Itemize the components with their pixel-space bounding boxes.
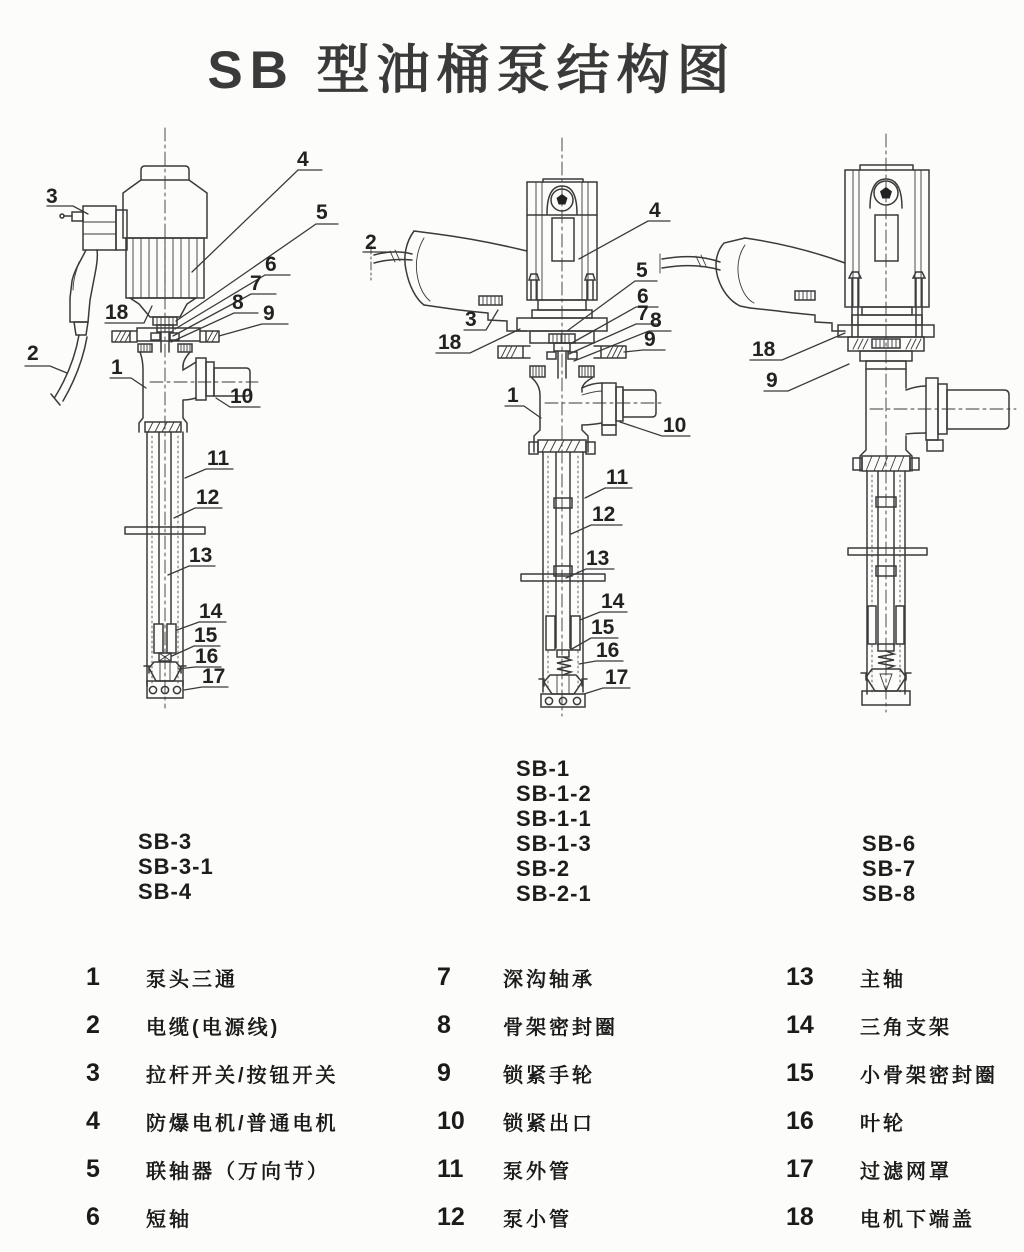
model-label: SB-1-1: [516, 806, 592, 831]
legend-label: 联轴器（万向节）: [146, 1161, 330, 1183]
legend-label: 主轴: [860, 969, 906, 991]
model-label: SB-8: [862, 881, 917, 906]
callout-left-5: 5: [316, 201, 328, 224]
legend-item: [437, 1203, 618, 1251]
model-label: SB-7: [862, 856, 917, 881]
callout-left-7: 7: [250, 272, 262, 295]
model-label: SB-2: [516, 856, 571, 881]
callout-middle-3: 3: [465, 308, 477, 331]
legend-item: [86, 1107, 339, 1155]
callout-middle-13: 13: [586, 547, 610, 570]
callout-middle-15: 15: [591, 616, 615, 639]
legend-label: 锁紧出口: [503, 1113, 595, 1135]
callout-middle-12: 12: [592, 503, 616, 526]
legend-item: [437, 1059, 618, 1107]
callout-left-9: 9: [263, 302, 275, 325]
legend-column-1: [86, 963, 339, 1251]
model-label: SB-1-3: [516, 831, 592, 856]
legend-item: [786, 1107, 998, 1155]
legend-number: 14: [786, 1011, 814, 1039]
legend-number: 1: [86, 963, 100, 991]
callout-middle-8: 8: [650, 309, 662, 332]
model-label: SB-3-1: [138, 854, 214, 879]
model-label: SB-3: [138, 829, 193, 854]
callout-left-12: 12: [196, 486, 220, 509]
legend-number: 15: [786, 1059, 814, 1087]
legend-label: 锁紧手轮: [503, 1065, 595, 1087]
legend-number: 8: [437, 1011, 451, 1039]
legend-label: 防爆电机/普通电机: [146, 1113, 339, 1135]
legend-number: 6: [86, 1203, 100, 1231]
legend-number: 3: [86, 1059, 100, 1087]
legend-item: [786, 1059, 998, 1107]
callout-middle-16: 16: [596, 639, 620, 662]
legend-label: 叶轮: [860, 1113, 906, 1135]
legend-label: 电机下端盖: [860, 1209, 975, 1231]
callout-left-17: 17: [202, 665, 226, 688]
callout-left-6: 6: [265, 253, 277, 276]
page-title: SB 型油桶泵结构图: [207, 41, 737, 100]
legend-item: [786, 1011, 998, 1059]
callout-left-14: 14: [199, 600, 223, 623]
legend-item: [86, 1059, 339, 1107]
legend-label: 骨架密封圈: [503, 1017, 618, 1039]
callout-middle-17: 17: [605, 666, 629, 689]
pump-drawing-middle: [371, 138, 662, 716]
legend-item: [437, 1107, 618, 1155]
callout-middle-9: 9: [644, 328, 656, 351]
legend-label: 短轴: [146, 1209, 192, 1231]
callout-left-11: 11: [207, 447, 230, 470]
legend-item: [786, 1203, 998, 1251]
legend-number: 7: [437, 963, 451, 991]
legend-number: 2: [86, 1011, 100, 1039]
callout-left-4: 4: [297, 148, 309, 171]
callout-left-18: 18: [105, 301, 129, 324]
callout-left-15: 15: [194, 624, 218, 647]
callout-left-13: 13: [189, 544, 213, 567]
legend-item: [437, 963, 618, 1011]
callout-middle-10: 10: [663, 414, 687, 437]
legend-column-2: [437, 963, 618, 1251]
legend-label: 泵小管: [503, 1209, 572, 1231]
callout-left-1: 1: [111, 356, 123, 379]
callout-middle-5: 5: [636, 259, 648, 282]
callout-right-9: 9: [766, 369, 778, 392]
legend-label: 泵头三通: [146, 969, 238, 991]
model-label: SB-1: [516, 756, 571, 781]
pump-drawing-left: [51, 128, 258, 708]
legend-item: [437, 1011, 618, 1059]
callout-middle-11: 11: [606, 466, 629, 489]
legend-item: [86, 1203, 339, 1251]
pump-drawing-right: [660, 134, 1016, 712]
legend-number: 11: [437, 1155, 464, 1183]
callout-middle-1: 1: [507, 384, 519, 407]
callout-right-18: 18: [752, 338, 776, 361]
callout-middle-4: 4: [649, 199, 661, 222]
legend-number: 16: [786, 1107, 814, 1135]
model-label: SB-6: [862, 831, 917, 856]
model-list-left: [138, 829, 214, 904]
legend-item: [86, 1011, 339, 1059]
legend-column-3: [786, 963, 998, 1251]
model-label: SB-4: [138, 879, 193, 904]
callout-middle-6: 6: [637, 285, 649, 308]
legend-number: 10: [437, 1107, 465, 1135]
callout-left-2: 2: [27, 342, 39, 365]
legend-item: [86, 1155, 339, 1203]
legend-label: 三角支架: [860, 1017, 952, 1039]
model-label: SB-1-2: [516, 781, 592, 806]
callout-middle-18: 18: [438, 331, 462, 354]
legend-number: 18: [786, 1203, 814, 1231]
legend-label: 深沟轴承: [503, 969, 595, 991]
model-list-right: [862, 831, 916, 906]
legend-label: 过滤网罩: [860, 1161, 952, 1183]
model-list-middle: [516, 756, 592, 906]
callout-left-16: 16: [195, 645, 219, 668]
legend-item: [786, 963, 998, 1011]
callout-left-8: 8: [232, 291, 244, 314]
legend-number: 12: [437, 1203, 465, 1231]
model-label: SB-2-1: [516, 881, 592, 906]
legend-number: 5: [86, 1155, 100, 1183]
callout-middle-14: 14: [601, 590, 625, 613]
callout-middle-7: 7: [637, 302, 649, 325]
legend-number: 17: [786, 1155, 814, 1183]
legend-label: 电缆(电源线): [146, 1017, 281, 1039]
legend-number: 4: [86, 1107, 100, 1135]
legend-label: 拉杆开关/按钮开关: [146, 1065, 339, 1087]
callout-left-10: 10: [230, 385, 254, 408]
callout-left-3: 3: [46, 185, 58, 208]
callout-middle-2: 2: [365, 231, 377, 254]
legend-label: 泵外管: [503, 1161, 572, 1183]
legend-label: 小骨架密封圈: [860, 1065, 998, 1087]
legend-item: [86, 963, 339, 1011]
legend-item: [786, 1155, 998, 1203]
legend-number: 13: [786, 963, 814, 991]
legend-item: [437, 1155, 618, 1203]
legend-number: 9: [437, 1059, 451, 1087]
